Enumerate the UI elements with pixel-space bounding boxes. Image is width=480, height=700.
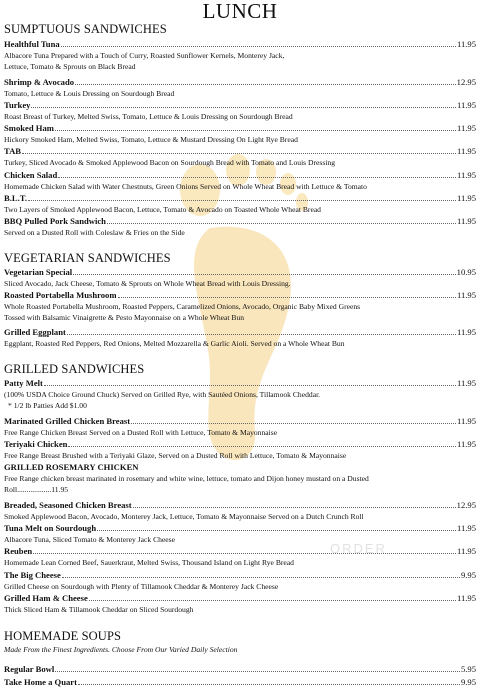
menu-item-grilled-rosemary-chicken — [4, 461, 476, 494]
menu-item-reuben — [4, 545, 476, 569]
dot-leader — [131, 423, 456, 424]
item-description: (100% USDA Choice Ground Chuck) Served on Grilled Rye, with Sautéed Onions, Tillamook Cheddar. — [4, 390, 321, 399]
item-name: Marinated Grilled Chicken Breast — [4, 416, 131, 426]
item-price: 11.95 — [456, 216, 476, 226]
menu-item-roasted-portabella — [4, 289, 476, 322]
item-name: Healthful Tuna — [4, 39, 60, 49]
item-price: 12.95 — [456, 77, 476, 87]
menu-item-vegetarian-special — [4, 266, 476, 290]
dot-leader — [55, 671, 460, 672]
item-name: TAB — [4, 146, 22, 156]
section-heading-sumptuous: SUMPTUOUS SANDWICHES — [4, 22, 167, 36]
menu-item-turkey — [4, 99, 476, 123]
item-price: 9.95 — [460, 570, 476, 580]
item-name: Patty Melt — [4, 378, 43, 388]
dot-leader — [89, 600, 456, 601]
dot-leader — [31, 107, 456, 108]
dot-leader — [133, 507, 456, 508]
menu-item-marinated-grilled-chicken — [4, 415, 476, 439]
menu-item-grilled-eggplant — [4, 326, 476, 350]
item-description: Tomato, Lettuce & Louis Dressing on Sourdough Bread — [4, 89, 175, 98]
item-description: Albacore Tuna Prepared with a Touch of Curry, Roasted Sunflower Kernels, Monterey Jack, — [4, 51, 285, 60]
item-description: Turkey, Sliced Avocado & Smoked Applewood Bacon on Sourdough Bread with Tomato and Louis Dressing — [4, 158, 336, 167]
item-name: Breaded, Seasoned Chicken Breast — [4, 500, 132, 510]
item-description: Free Range chicken breast marinated in rosemary and white wine, lettuce, tomato and Dijon honey mustard on a Dusted — [4, 474, 369, 483]
menu-item-chicken-salad — [4, 169, 476, 193]
item-price: 11.95 — [456, 378, 476, 388]
item-description-2: Roll..................11.95 — [4, 485, 69, 494]
item-price: 11.95 — [456, 546, 476, 556]
item-description: Grilled Cheese on Sourdough with Plenty of Tillamook Cheddar & Monterey Jack Cheese — [4, 582, 279, 591]
item-description-2: * 1/2 lb Patties Add $1.00 — [8, 401, 87, 410]
menu-item-healthful-tuna — [4, 38, 476, 71]
page-title: LUNCH — [202, 0, 278, 23]
item-description: Homemade Lean Corned Beef, Sauerkraut, Melted Swiss, Thousand Island on Light Rye Bread — [4, 558, 294, 567]
dot-leader — [78, 684, 460, 685]
item-description: Homemade Chicken Salad with Water Chestnuts, Green Onions Served on Whole Wheat Bread with Lettuce & Tomato — [4, 182, 367, 191]
menu-item-patty-melt — [4, 377, 476, 410]
item-description: Free Range Breast Brushed with a Teriyaki Glaze, Served on a Dusted Roll with Lettuce, Tomato & Mayonnaise — [4, 451, 347, 460]
item-name: Grilled Eggplant — [4, 327, 66, 337]
item-description: Eggplant, Roasted Red Peppers, Red Onions, Melted Mozzarella & Garlic Aioli. Served on a Whole Wheat Bun — [4, 339, 345, 348]
item-name: Grilled Ham & Cheese — [4, 593, 88, 603]
item-price: 11.95 — [456, 327, 476, 337]
item-price: 11.95 — [456, 193, 476, 203]
item-name: Regular Bowl — [4, 664, 55, 674]
menu-item-bbq-pulled-pork — [4, 215, 476, 239]
dot-leader — [28, 200, 456, 201]
item-price: 10.95 — [456, 267, 476, 277]
item-price: 9.95 — [460, 677, 476, 687]
item-price: 11.95 — [456, 146, 476, 156]
item-price: 11.95 — [456, 170, 476, 180]
menu-item-tab — [4, 145, 476, 169]
dot-leader — [22, 153, 456, 154]
item-description: Two Layers of Smoked Applewood Bacon, Lettuce, Tomato & Avocado on Toasted Whole Wheat Bread — [4, 205, 321, 214]
menu-item-shrimp-avocado — [4, 76, 476, 100]
menu-item-teriyaki-chicken — [4, 438, 476, 462]
dot-leader — [97, 530, 456, 531]
dot-leader — [33, 553, 456, 554]
dot-leader — [68, 446, 456, 447]
menu-item-blt — [4, 192, 476, 216]
item-price: 11.95 — [456, 290, 476, 300]
item-price: 5.95 — [460, 664, 476, 674]
menu-item-smoked-ham — [4, 122, 476, 146]
dot-leader — [118, 297, 456, 298]
item-price: 11.95 — [456, 100, 476, 110]
item-name: The Big Cheese — [4, 570, 61, 580]
dot-leader — [44, 385, 456, 386]
item-name: Reuben — [4, 546, 33, 556]
dot-leader — [75, 84, 456, 85]
item-name: GRILLED ROSEMARY CHICKEN — [4, 462, 139, 472]
item-name: Vegetarian Special — [4, 267, 73, 277]
item-description: Albacore Tuna, Sliced Tomato & Monterey Jack Cheese — [4, 535, 175, 544]
watermark-text: ORDER — [330, 541, 387, 556]
item-description: Sliced Avocado, Jack Cheese, Tomato & Sprouts on Whole Wheat Bread with Louis Dressing. — [4, 279, 291, 288]
item-price: 11.95 — [456, 123, 476, 133]
item-price: 11.95 — [456, 439, 476, 449]
menu-item-take-home-quart — [4, 676, 476, 689]
item-name: Turkey — [4, 100, 31, 110]
item-description: Whole Roasted Portabella Mushroom, Roasted Peppers, Caramelized Onions, Avocado, Organic Baby Mixed Greens — [4, 302, 361, 311]
item-description: Hickory Smoked Ham, Melted Swiss, Tomato, Lettuce & Mustard Dressing On Light Rye Bread — [4, 135, 298, 144]
item-price: 11.95 — [456, 523, 476, 533]
item-name: BBQ Pulled Pork Sandwich — [4, 216, 106, 226]
item-name: Roasted Portabella Mushroom — [4, 290, 117, 300]
dot-leader — [107, 223, 456, 224]
section-heading-vegetarian: VEGETARIAN SANDWICHES — [4, 251, 171, 265]
section-heading-grilled: GRILLED SANDWICHES — [4, 362, 145, 376]
item-description: Roast Breast of Turkey, Melted Swiss, Tomato, Lettuce & Louis Dressing on Sourdough Bread — [4, 112, 293, 121]
item-description: Free Range Chicken Breast Served on a Dusted Roll with Lettuce, Tomato & Mayonnaise — [4, 428, 278, 437]
menu-item-breaded-chicken-breast — [4, 499, 476, 523]
item-price: 11.95 — [456, 39, 476, 49]
item-name: Tuna Melt on Sourdough — [4, 523, 97, 533]
dot-leader — [62, 577, 460, 578]
item-description: Thick Sliced Ham & Tillamook Cheddar on Sliced Sourdough — [4, 605, 194, 614]
dot-leader — [73, 274, 455, 275]
menu-item-grilled-ham-cheese — [4, 592, 476, 616]
item-price: 12.95 — [456, 500, 476, 510]
item-description-2: Lettuce, Tomato & Sprouts on Black Bread — [4, 62, 136, 71]
soups-note: Made From the Finest Ingredients. Choose From Our Varied Daily Selection — [4, 645, 238, 654]
item-price: 11.95 — [456, 593, 476, 603]
dot-leader — [55, 130, 456, 131]
dot-leader — [58, 177, 456, 178]
item-description: Smoked Applewood Bacon, Avocado, Monterey Jack, Lettuce, Tomato & Mayonnaise Served on a Dutch Crunch Roll — [4, 512, 364, 521]
item-price: 11.95 — [456, 416, 476, 426]
item-name: Smoked Ham — [4, 123, 54, 133]
item-name: Teriyaki Chicken — [4, 439, 68, 449]
item-name: Take Home a Quart — [4, 677, 77, 687]
dot-leader — [61, 46, 456, 47]
item-name: B.L.T. — [4, 193, 28, 203]
item-description-2: Tossed with Balsamic Vinaigrette & Pesto Mayonnaise on a Whole Wheat Bun — [4, 313, 245, 322]
item-name: Shrimp & Avocado — [4, 77, 75, 87]
dot-leader — [67, 334, 456, 335]
item-description: Served on a Dusted Roll with Coleslaw & Fries on the Side — [4, 228, 185, 237]
item-name: Chicken Salad — [4, 170, 58, 180]
menu-item-big-cheese — [4, 569, 476, 593]
menu-item-regular-bowl — [4, 663, 476, 676]
menu-item-tuna-melt — [4, 522, 476, 546]
section-heading-soups: HOMEMADE SOUPS — [4, 629, 122, 643]
